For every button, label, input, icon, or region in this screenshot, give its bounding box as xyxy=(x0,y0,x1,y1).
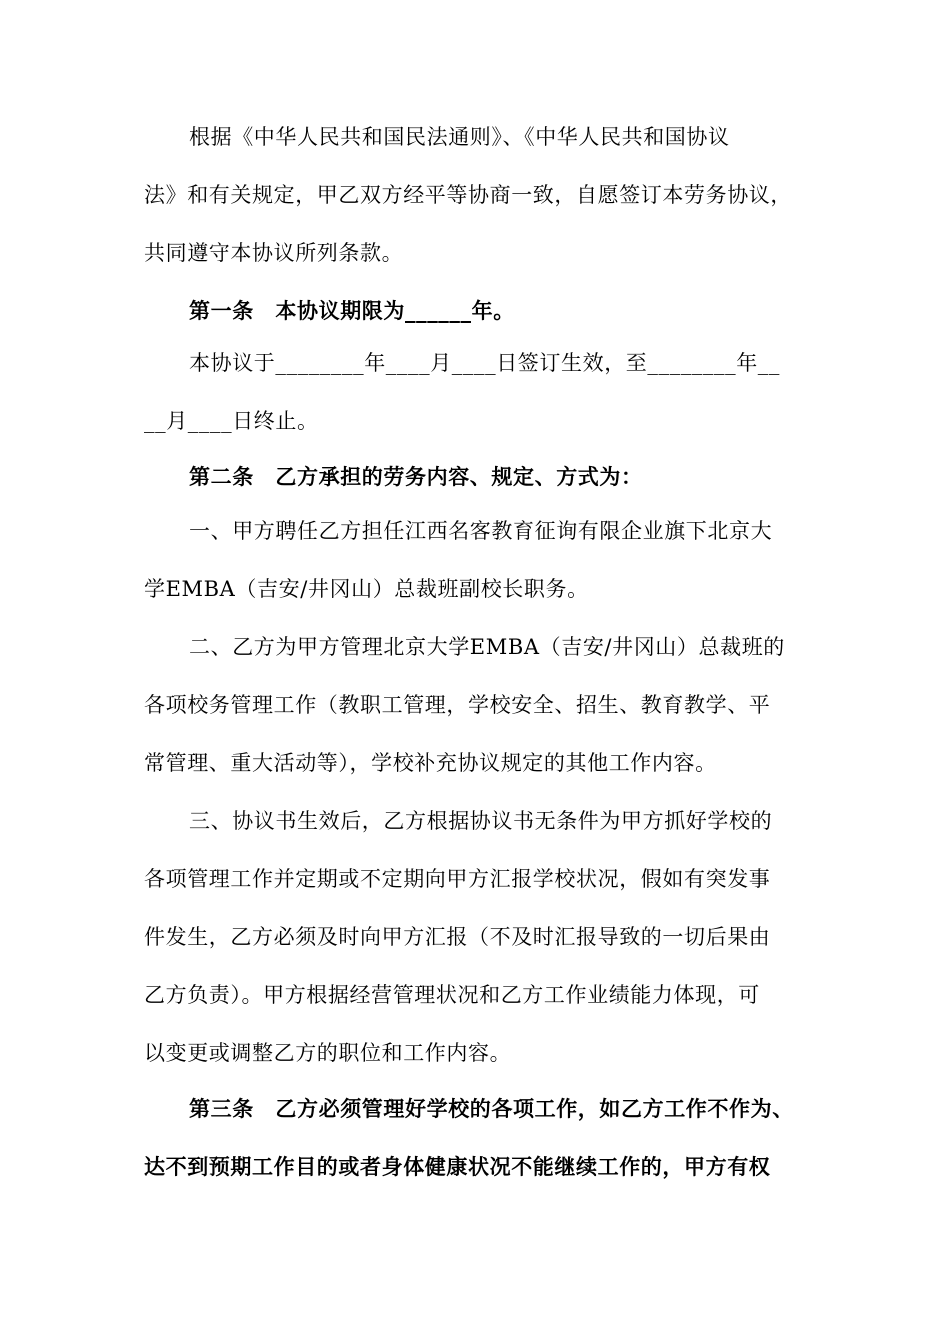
article-1-line-1: 本协议于________年____月____日签订生效，至________年__ xyxy=(189,351,780,375)
article-2-item-1-line-1: 一、甲方聘任乙方担任江西名客教育征询有限企业旗下北京大 xyxy=(189,519,773,543)
article-2-item-1-line-2: 学EMBA（吉安/井冈山）总裁班副校长职务。 xyxy=(144,577,589,601)
article-2-item-3-line-4: 乙方负责）。甲方根据经营管理状况和乙方工作业绩能力体现，可 xyxy=(144,983,760,1007)
preamble-line-2: 法》和有关规定，甲乙双方经平等协商一致，自愿签订本劳务协议， xyxy=(144,183,792,207)
article-2-item-3-line-5: 以变更或调整乙方的职位和工作内容。 xyxy=(144,1041,512,1065)
article-2-item-2-line-1: 二、乙方为甲方管理北京大学EMBA（吉安/井冈山）总裁班的 xyxy=(189,635,785,659)
article-3-line-1: 第三条 乙方必须管理好学校的各项工作，如乙方工作不作为、 xyxy=(189,1096,794,1121)
article-3-line-2: 达不到预期工作目的或者身体健康状况不能继续工作的，甲方有权 xyxy=(144,1154,771,1179)
article-2-item-3-line-1: 三、协议书生效后，乙方根据协议书无条件为甲方抓好学校的 xyxy=(189,809,773,833)
preamble-line-1: 根据《中华人民共和国民法通则》、《中华人民共和国协议 xyxy=(189,125,730,149)
article-2-item-2-line-2: 各项校务管理工作（教职工管理，学校安全、招生、教育教学、平 xyxy=(144,693,771,717)
article-1-heading: 第一条 本协议期限为______年。 xyxy=(189,298,515,323)
article-1-line-2: __月____日终止。 xyxy=(144,409,319,433)
article-2-item-2-line-3: 常管理、重大活动等），学校补充协议规定的其他工作内容。 xyxy=(144,751,717,775)
article-2-item-3-line-2: 各项管理工作并定期或不定期向甲方汇报学校状况，假如有突发事 xyxy=(144,867,771,891)
article-2-heading: 第二条 乙方承担的劳务内容、规定、方式为： xyxy=(189,464,643,489)
preamble-line-3: 共同遵守本协议所列条款。 xyxy=(144,241,404,265)
article-2-item-3-line-3: 件发生，乙方必须及时向甲方汇报（不及时汇报导致的一切后果由 xyxy=(144,925,771,949)
